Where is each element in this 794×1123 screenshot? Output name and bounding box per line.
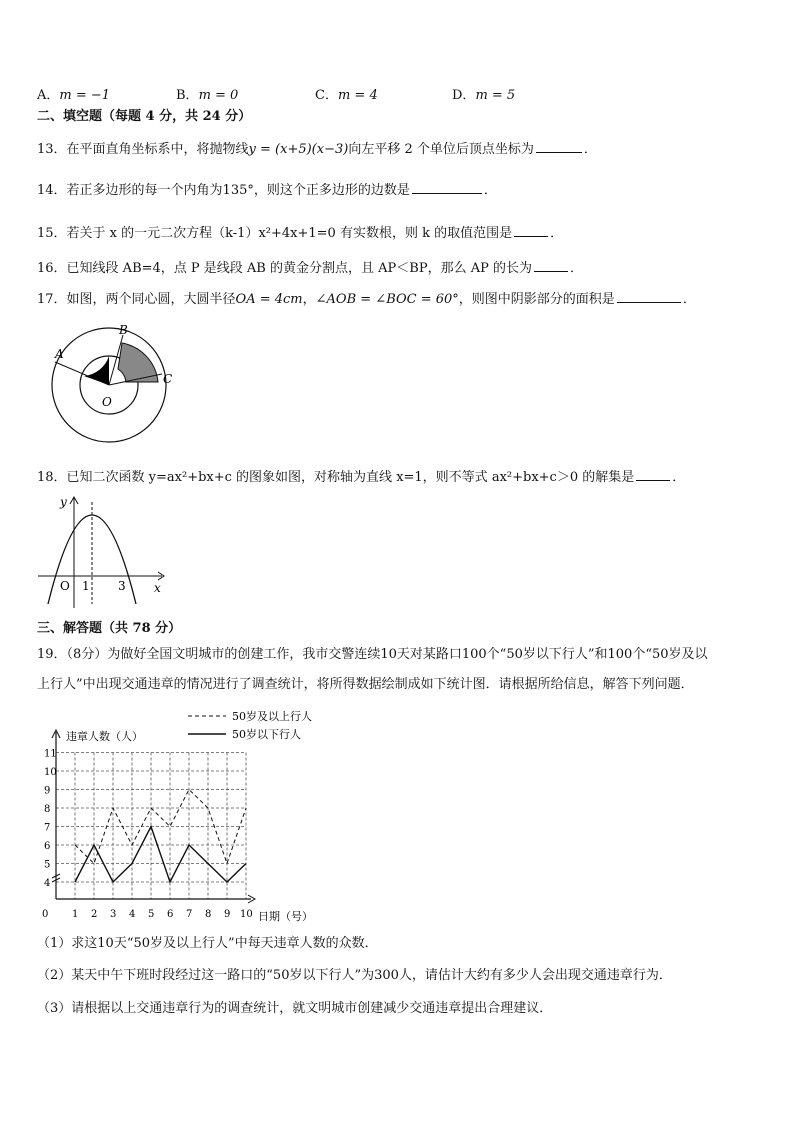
x-tick-label: 10 xyxy=(240,909,253,920)
chart-y-label: 违章人数（人） xyxy=(66,730,143,743)
option-a: A．m = −1 xyxy=(37,88,111,103)
answer-blank xyxy=(534,259,568,272)
option-d: D．m = 5 xyxy=(452,88,516,103)
series-under-50-line xyxy=(75,827,246,883)
x-tick-label: 5 xyxy=(148,909,155,920)
y-tick-label: 8 xyxy=(44,804,51,815)
question-19-sub-1: （1）求这10天“50岁及以上行人”中每天违章人数的众数． xyxy=(37,936,378,951)
question-13: 13．在平面直角坐标系中，将抛物线y = (x+5)(x−3)向左平移 2 个单位后顶点坐标为 ． xyxy=(37,142,597,157)
figure-17-concentric-circles xyxy=(44,322,184,448)
x-tick-label: 0 xyxy=(42,909,49,920)
x-tick-labels xyxy=(42,909,253,920)
x-tick-label: 6 xyxy=(167,909,174,920)
y-tick-label: 7 xyxy=(44,822,51,834)
x-tick-label: 8 xyxy=(205,909,212,920)
y-axis-label: y xyxy=(60,495,67,509)
question-19-sub-2: （2）某天中午下班时段经过这一路口的“50岁以下行人”为300人，请估计大约有多少人会出现交通违章行为． xyxy=(37,968,672,983)
tick-label-1: 1 xyxy=(82,579,90,593)
violation-line-chart xyxy=(36,702,326,928)
label-b: B xyxy=(119,323,128,337)
question-17: 17．如图，两个同心圆，大圆半径OA = 4cm，∠AOB = ∠BOC = 60°，则图中阴影部分的面积是 ． xyxy=(37,292,696,307)
shaded-region-inner xyxy=(84,356,109,385)
chart-x-label: 日期（号） xyxy=(258,910,313,923)
option-c: C．m = 4 xyxy=(315,88,378,103)
y-tick-label: 5 xyxy=(44,859,51,871)
figure-18-parabola xyxy=(34,492,174,610)
question-15: 15．若关于 x 的一元二次方程（k-1）x²+4x+1=0 有实数根，则 k 的取值范围是 ． xyxy=(37,226,564,241)
question-16: 16．已知线段 AB=4，点 P 是线段 AB 的黄金分割点，且 AP＜BP，那么 AP 的长为 ． xyxy=(37,261,583,276)
y-tick-label: 10 xyxy=(44,767,57,778)
x-tick-label: 4 xyxy=(129,909,136,920)
x-tick-label: 9 xyxy=(224,909,231,920)
answer-blank xyxy=(636,468,670,481)
question-14: 14．若正多边形的每一个内角为135°，则这个正多边形的边数是 ． xyxy=(37,183,497,198)
legend-dashed-label: 50岁及以上行人 xyxy=(232,710,312,723)
x-tick-label: 7 xyxy=(186,909,193,920)
section-2-title: 二、填空题（每题 4 分，共 24 分） xyxy=(37,109,252,124)
answer-blank xyxy=(536,140,582,153)
question-19-line-2: 上行人”中出现交通违章的情况进行了调查统计，将所得数据绘制成如下统计图．请根据所给信息，解答下列问题． xyxy=(37,677,694,692)
answer-blank xyxy=(617,290,681,303)
y-tick-label: 4 xyxy=(44,878,51,889)
label-o: O xyxy=(102,395,112,409)
legend-solid-label: 50岁以下行人 xyxy=(232,728,301,741)
x-tick-label: 1 xyxy=(72,909,79,920)
q12-options xyxy=(37,84,737,104)
question-18: 18．已知二次函数 y=ax²+bx+c 的图象如图，对称轴为直线 x=1，则不等式 ax²+bx+c＞0 的解集是 ． xyxy=(37,470,686,485)
answer-blank xyxy=(412,181,482,194)
chart-series xyxy=(75,790,246,883)
question-19-sub-3: （3）请根据以上交通违章行为的调查统计，就文明城市创建减少交通违章提出合理建议． xyxy=(37,1001,553,1016)
y-tick-label: 6 xyxy=(44,841,51,852)
question-19-line-1: 19．（8分）为做好全国文明城市的创建工作，我市交警连续10天对某路口100个“50岁以下行人”和100个“50岁及以 xyxy=(37,647,708,662)
x-tick-label: 2 xyxy=(91,909,98,920)
y-tick-label: 11 xyxy=(44,748,57,760)
option-b: B．m = 0 xyxy=(176,88,239,103)
answer-blank xyxy=(514,224,548,237)
origin-label: O xyxy=(60,579,70,593)
label-a: A xyxy=(55,347,64,361)
label-c: C xyxy=(163,372,173,386)
y-tick-labels xyxy=(44,749,57,890)
section-3-title: 三、解答题（共 78 分） xyxy=(37,621,182,636)
x-axis-label: x xyxy=(154,581,161,595)
x-tick-label: 3 xyxy=(110,909,117,920)
tick-label-3: 3 xyxy=(118,579,126,593)
y-tick-label: 9 xyxy=(44,785,51,797)
